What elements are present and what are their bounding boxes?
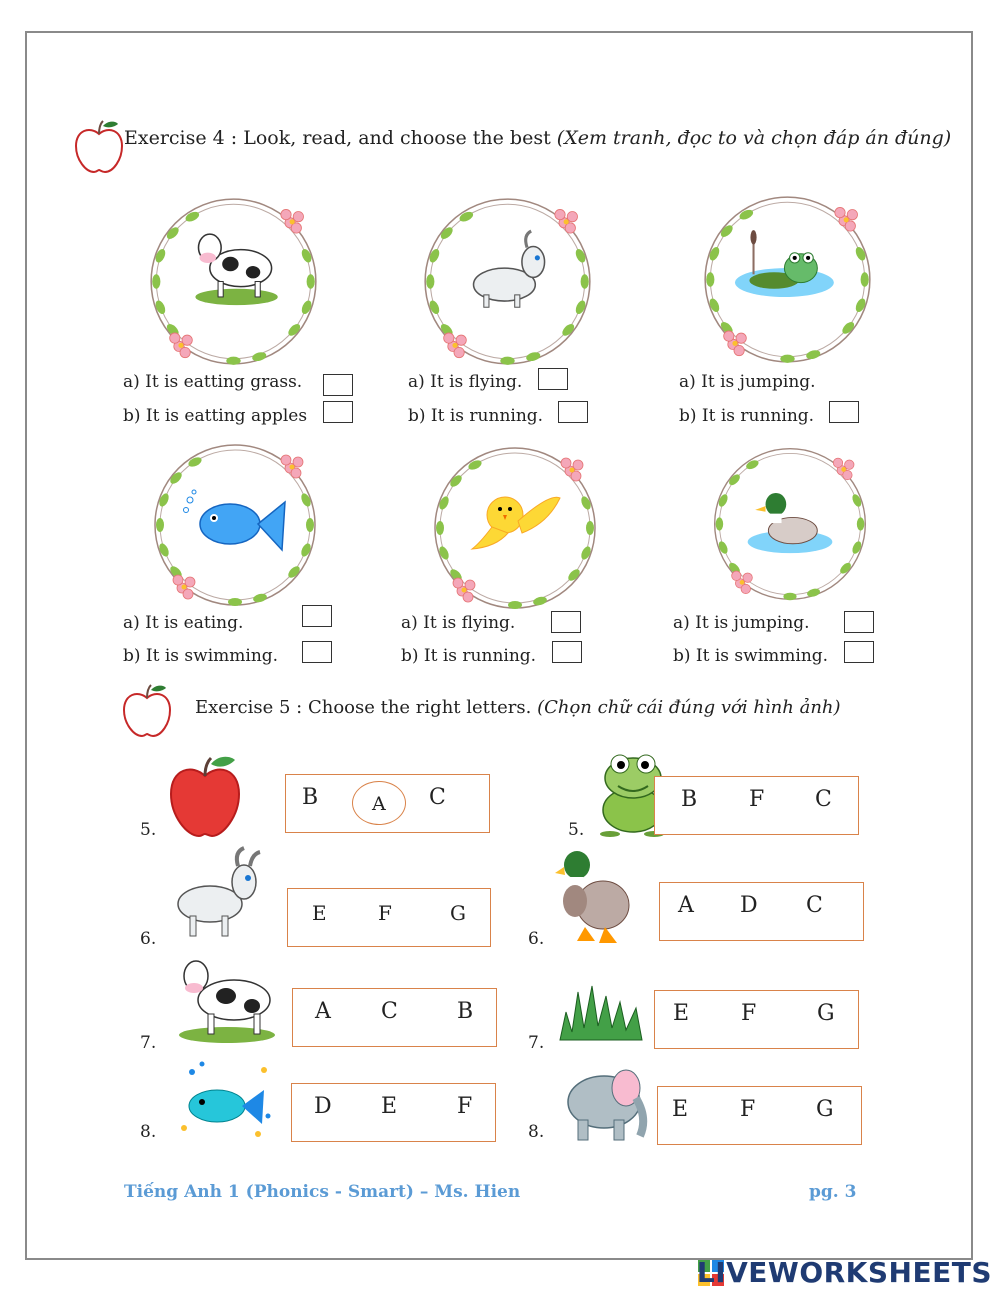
letter-choice[interactable]: C (429, 785, 446, 810)
letter-choice[interactable]: E (381, 1094, 398, 1119)
letter-choice[interactable]: C (806, 893, 823, 918)
ex4-q1-checkbox-b[interactable] (323, 401, 353, 423)
ex5-right-q5-choices (654, 776, 859, 835)
letter-choice[interactable]: E (312, 901, 327, 925)
fish-icon (172, 1058, 272, 1143)
ex5-right-q6-choices (659, 882, 864, 941)
ex5-left-q7-choices (292, 988, 497, 1047)
ex4-q4-checkbox-b[interactable] (302, 641, 332, 663)
wreath-fish (150, 440, 320, 610)
letter-choice[interactable]: G (817, 1001, 835, 1026)
duck-icon (555, 843, 635, 948)
ex5-left-num-8: 8. (140, 1122, 157, 1142)
goat-icon (474, 231, 545, 307)
apple-icon (165, 754, 245, 838)
letter-choice[interactable]: B (302, 785, 319, 810)
ex4-q1-checkbox-a[interactable] (323, 374, 353, 396)
ex5-right-num-7: 7. (528, 1033, 545, 1053)
ex5-left-num-7: 7. (140, 1033, 157, 1053)
ex4-q3-checkbox-b[interactable] (829, 401, 859, 423)
ex4-q5-option-b: b) It is running. (401, 646, 537, 666)
ex4-q6-checkbox-a[interactable] (844, 611, 874, 633)
letter-choice[interactable]: F (741, 1001, 757, 1026)
ex4-q6-option-b: b) It is swimming. (673, 646, 829, 666)
letter-choice[interactable]: B (457, 999, 474, 1024)
ex5-left-q5-choices (285, 774, 490, 833)
ex4-q6-checkbox-b[interactable] (844, 641, 874, 663)
ex4-q4-option-a: a) It is eating. (123, 613, 244, 633)
footer-page-number: pg. 3 (809, 1182, 857, 1202)
ex4-q2-checkbox-b[interactable] (558, 401, 588, 423)
letter-choice[interactable]: F (457, 1094, 473, 1119)
grass-icon (556, 982, 646, 1042)
ex5-right-num-8: 8. (528, 1122, 545, 1142)
letter-choice[interactable]: F (749, 787, 765, 812)
ex4-q3-option-a: a) It is jumping. (679, 372, 816, 392)
ex4-q2-option-b: b) It is running. (408, 406, 544, 426)
ex5-left-num-5: 5. (140, 820, 157, 840)
ex4-q3-option-b: b) It is running. (679, 406, 815, 426)
frog-icon (735, 230, 834, 297)
ex4-q5-option-a: a) It is flying. (401, 613, 516, 633)
ex5-right-q8-choices (657, 1086, 862, 1145)
letter-choice[interactable]: E (672, 1097, 689, 1122)
cow-icon (172, 950, 282, 1045)
ex4-q5-checkbox-a[interactable] (551, 611, 581, 633)
wreath-frog (700, 192, 875, 367)
ex4-q2-checkbox-a[interactable] (538, 368, 568, 390)
ex4-q5-checkbox-b[interactable] (552, 641, 582, 663)
wreath-bird (430, 443, 600, 613)
ex4-q1-option-a: a) It is eatting grass. (123, 372, 303, 392)
letter-choice[interactable]: A (315, 999, 331, 1024)
ex5-left-q6-choices (287, 888, 491, 947)
letter-choice[interactable]: F (378, 901, 392, 925)
ex4-q4-option-b: b) It is swimming. (123, 646, 279, 666)
cow-icon (195, 234, 277, 305)
letter-choice[interactable]: A (372, 793, 386, 815)
letter-choice[interactable]: G (816, 1097, 834, 1122)
ex4-q4-checkbox-a[interactable] (302, 605, 332, 627)
goat-icon (168, 846, 268, 946)
ex4-q6-option-a: a) It is jumping. (673, 613, 810, 633)
wreath-duck (710, 444, 870, 604)
letter-choice[interactable]: F (740, 1097, 756, 1122)
wreath-cow (146, 194, 321, 369)
letter-choice[interactable]: G (450, 901, 466, 925)
apple-outline-icon (72, 118, 126, 176)
ex4-q2-option-a: a) It is flying. (408, 372, 523, 392)
apple-outline-icon (120, 682, 174, 740)
ex4-q1-option-b: b) It is eatting apples (123, 406, 308, 426)
ex5-right-num-5: 5. (568, 820, 585, 840)
letter-choice[interactable]: E (673, 1001, 690, 1026)
wreath-goat (420, 194, 595, 369)
letter-choice[interactable]: D (740, 893, 758, 918)
letter-choice[interactable]: C (381, 999, 398, 1024)
letter-choice[interactable]: C (815, 787, 832, 812)
fish-icon (184, 490, 286, 550)
bird-icon (472, 497, 560, 549)
ex5-left-q8-choices (291, 1083, 496, 1142)
exercise4-title: Exercise 4 : Look, read, and choose the best (Xem tranh, đọc to và chọn đáp án đúng) (124, 127, 952, 149)
liveworksheets-brand: LIVEWORKSHEETS (696, 1256, 992, 1289)
letter-choice[interactable]: B (681, 787, 698, 812)
ex5-right-q7-choices (654, 990, 859, 1049)
footer-course: Tiếng Anh 1 (Phonics - Smart) – Ms. Hien (124, 1182, 521, 1202)
duck-icon (748, 493, 833, 553)
ex5-right-num-6: 6. (528, 929, 545, 949)
ex5-left-num-6: 6. (140, 929, 157, 949)
exercise5-title: Exercise 5 : Choose the right letters. (Chọn chữ cái đúng với hình ảnh) (195, 697, 841, 718)
letter-choice[interactable]: A (678, 893, 694, 918)
letter-choice[interactable]: D (314, 1094, 332, 1119)
elephant-icon (556, 1058, 651, 1143)
